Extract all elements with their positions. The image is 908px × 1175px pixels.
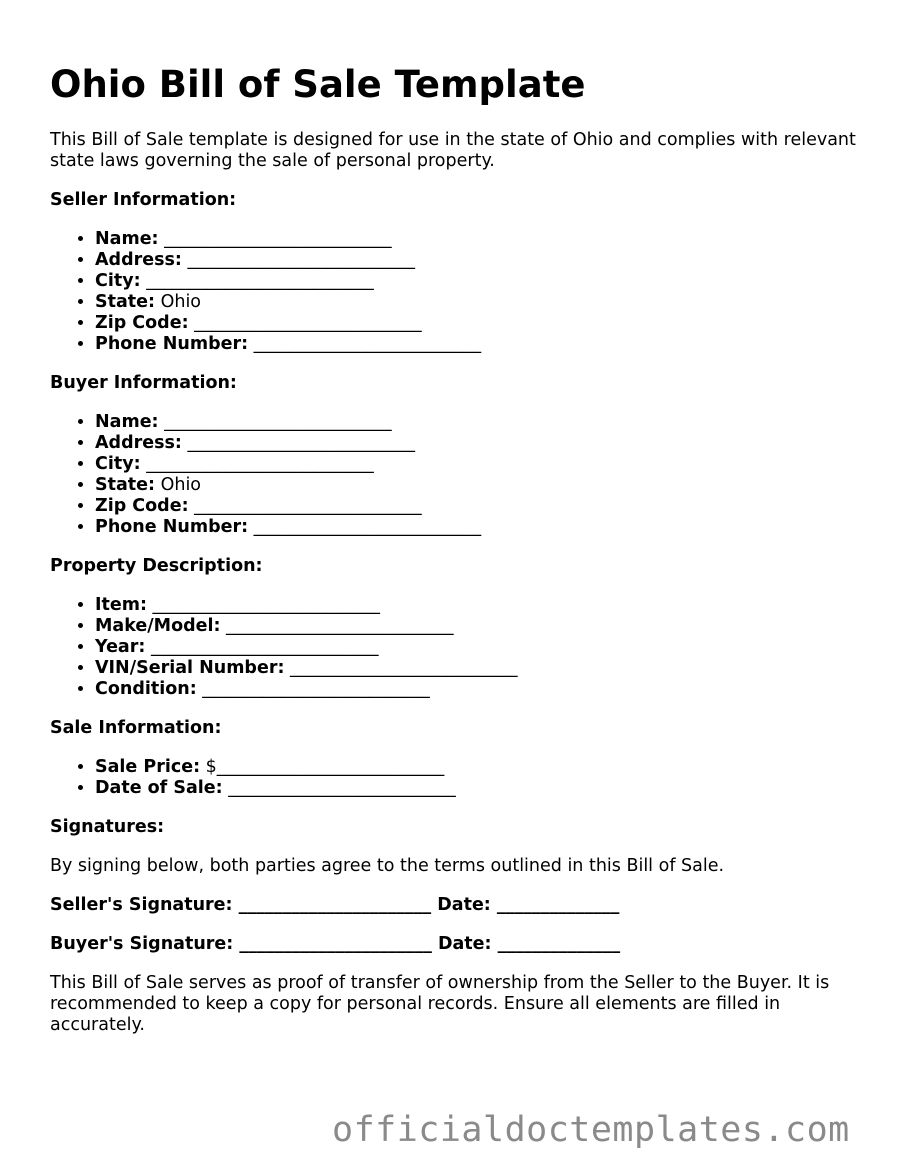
field-label: Zip Code: [95,313,189,333]
field-value: $__________________________ [200,757,445,777]
buyer-phone-item [95,517,870,538]
field-value: __________________________ [220,616,454,636]
seller-phone-item [95,334,870,355]
field-value: __________________________ [188,496,422,516]
document-body [50,130,870,1054]
field-value: __________________________ [196,679,430,699]
seller-name-item [95,229,870,250]
field-label: City: [95,271,141,291]
property-vin-item [95,658,870,679]
field-label: Name: [95,229,159,249]
field-label: Year: [95,637,146,657]
field-label: Zip Code: [95,496,189,516]
field-value: __________________________ [248,517,482,537]
buyer-signature-line: Buyer's Signature: ______________________ Date: ______________ [50,934,621,954]
field-value: __________________________ [140,271,374,291]
buyer-zip-item [95,496,870,517]
field-value: Ohio [155,292,202,312]
field-label: Address: [95,433,182,453]
field-label: Phone Number: [95,517,249,537]
property-item-item [95,595,870,616]
closing-paragraph: This Bill of Sale serves as proof of transfer of ownership from the Seller to the Buyer. It is recommended to keep a copy for personal records. Ensure all elements are filled in accurately. [50,973,830,1035]
field-label: Name: [95,412,159,432]
property-heading: Property Description: [50,556,263,576]
seller-list [50,229,870,355]
sale-date-item [95,778,870,799]
field-value: __________________________ [181,250,416,270]
buyer-state-item [95,475,870,496]
field-value: __________________________ [140,454,374,474]
field-label: Address: [95,250,182,270]
field-label: Make/Model: [95,616,221,636]
seller-signature-line: Seller's Signature: ______________________ Date: ______________ [50,895,620,915]
signatures-heading: Signatures: [50,817,165,837]
field-label: State: [95,475,156,495]
field-label: State: [95,292,156,312]
sale-heading: Sale Information: [50,718,222,738]
property-list [50,595,870,700]
signatures-statement: By signing below, both parties agree to the terms outlined in this Bill of Sale. [50,856,725,876]
buyer-name-item [95,412,870,433]
seller-heading: Seller Information: [50,190,237,210]
field-value: __________________________ [145,637,379,657]
field-label: Date of Sale: [95,778,223,798]
field-label: Condition: [95,679,197,699]
field-value: __________________________ [188,313,422,333]
field-value: __________________________ [248,334,482,354]
field-value: __________________________ [158,412,392,432]
property-year-item [95,637,870,658]
field-value: __________________________ [222,778,456,798]
seller-city-item [95,271,870,292]
intro-paragraph: This Bill of Sale template is designed for use in the state of Ohio and complies with relevant state laws governing the sale of personal property. [50,130,856,171]
sale-list [50,757,870,799]
field-label: Item: [95,595,147,615]
property-make-model-item [95,616,870,637]
buyer-heading: Buyer Information: [50,373,237,393]
field-value: __________________________ [284,658,518,678]
seller-state-item [95,292,870,313]
field-value: Ohio [155,475,202,495]
field-value: __________________________ [158,229,392,249]
field-label: City: [95,454,141,474]
field-value: __________________________ [181,433,416,453]
sale-price-item [95,757,870,778]
seller-zip-item [95,313,870,334]
buyer-city-item [95,454,870,475]
seller-address-item [95,250,870,271]
field-label: Sale Price: [95,757,201,777]
field-label: VIN/Serial Number: [95,658,285,678]
page-title: Ohio Bill of Sale Template [50,63,586,106]
buyer-list [50,412,870,538]
field-label: Phone Number: [95,334,249,354]
watermark-text: officialdoctemplates.com [332,1110,850,1150]
field-value: __________________________ [146,595,381,615]
buyer-address-item [95,433,870,454]
property-condition-item [95,679,870,700]
